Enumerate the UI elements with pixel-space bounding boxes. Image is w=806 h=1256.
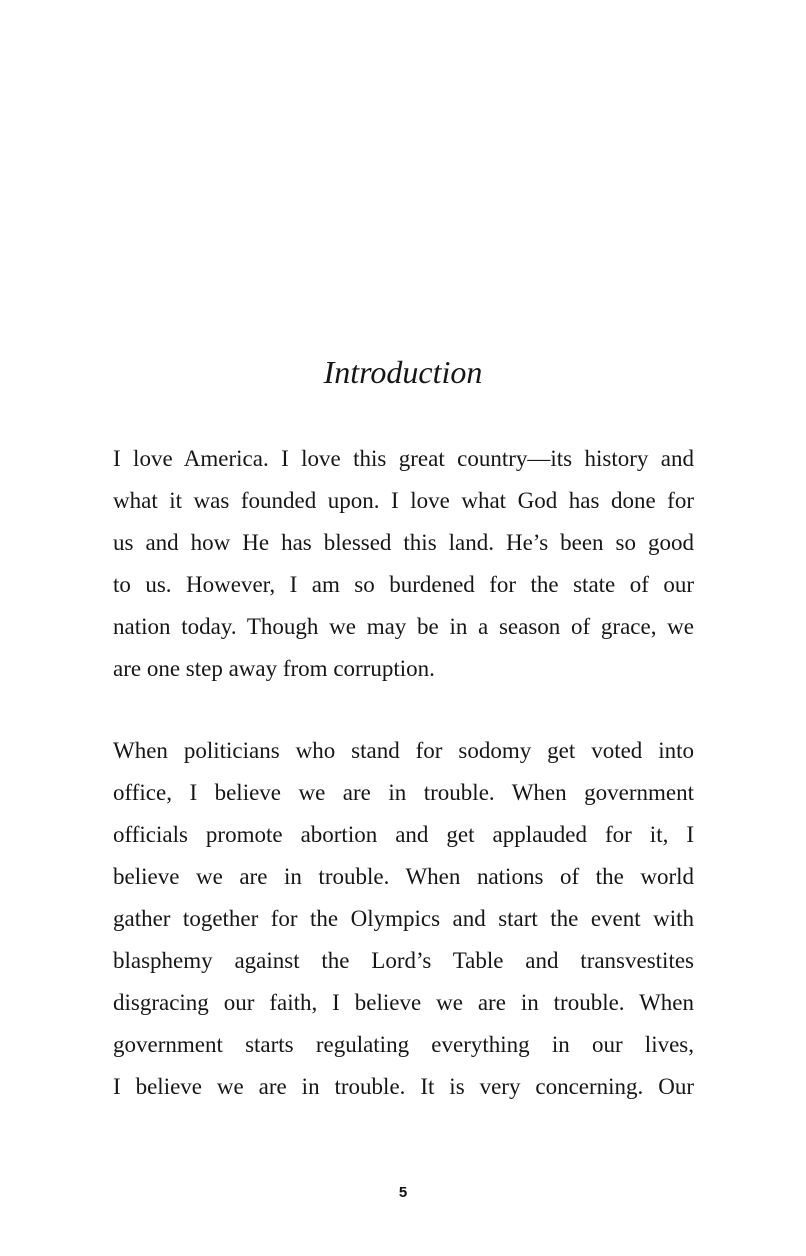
chapter-title: Introduction (323, 354, 483, 390)
text-line: I believe we are in trouble. It is very concerning. Our (113, 1074, 694, 1099)
text-line: government starts regulating everything in our lives, (113, 1032, 694, 1057)
text-line: disgracing our faith, I believe we are in trouble. When (113, 990, 694, 1015)
text-line: I love America. I love this great country—its history and (113, 446, 694, 471)
body-text (113, 438, 694, 1148)
paragraph-1 (113, 438, 694, 690)
paragraph-2 (113, 730, 694, 1108)
text-line: office, I believe we are in trouble. When government (113, 780, 694, 805)
text-line: gather together for the Olympics and start the event with (113, 906, 694, 931)
text-line: When politicians who stand for sodomy get voted into (113, 738, 694, 763)
text-line: believe we are in trouble. When nations of the world (113, 864, 694, 889)
text-line: to us. However, I am so burdened for the state of our (113, 572, 694, 597)
page-number: 5 (398, 1184, 408, 1201)
text-line: blasphemy against the Lord’s Table and transvestites (113, 948, 694, 973)
text-line: us and how He has blessed this land. He’s been so good (113, 530, 694, 555)
text-line: are one step away from corruption. (113, 656, 435, 681)
text-line: officials promote abortion and get applauded for it, I (113, 822, 694, 847)
text-line: what it was founded upon. I love what God has done for (113, 488, 694, 513)
text-line: nation today. Though we may be in a season of grace, we (113, 614, 694, 639)
